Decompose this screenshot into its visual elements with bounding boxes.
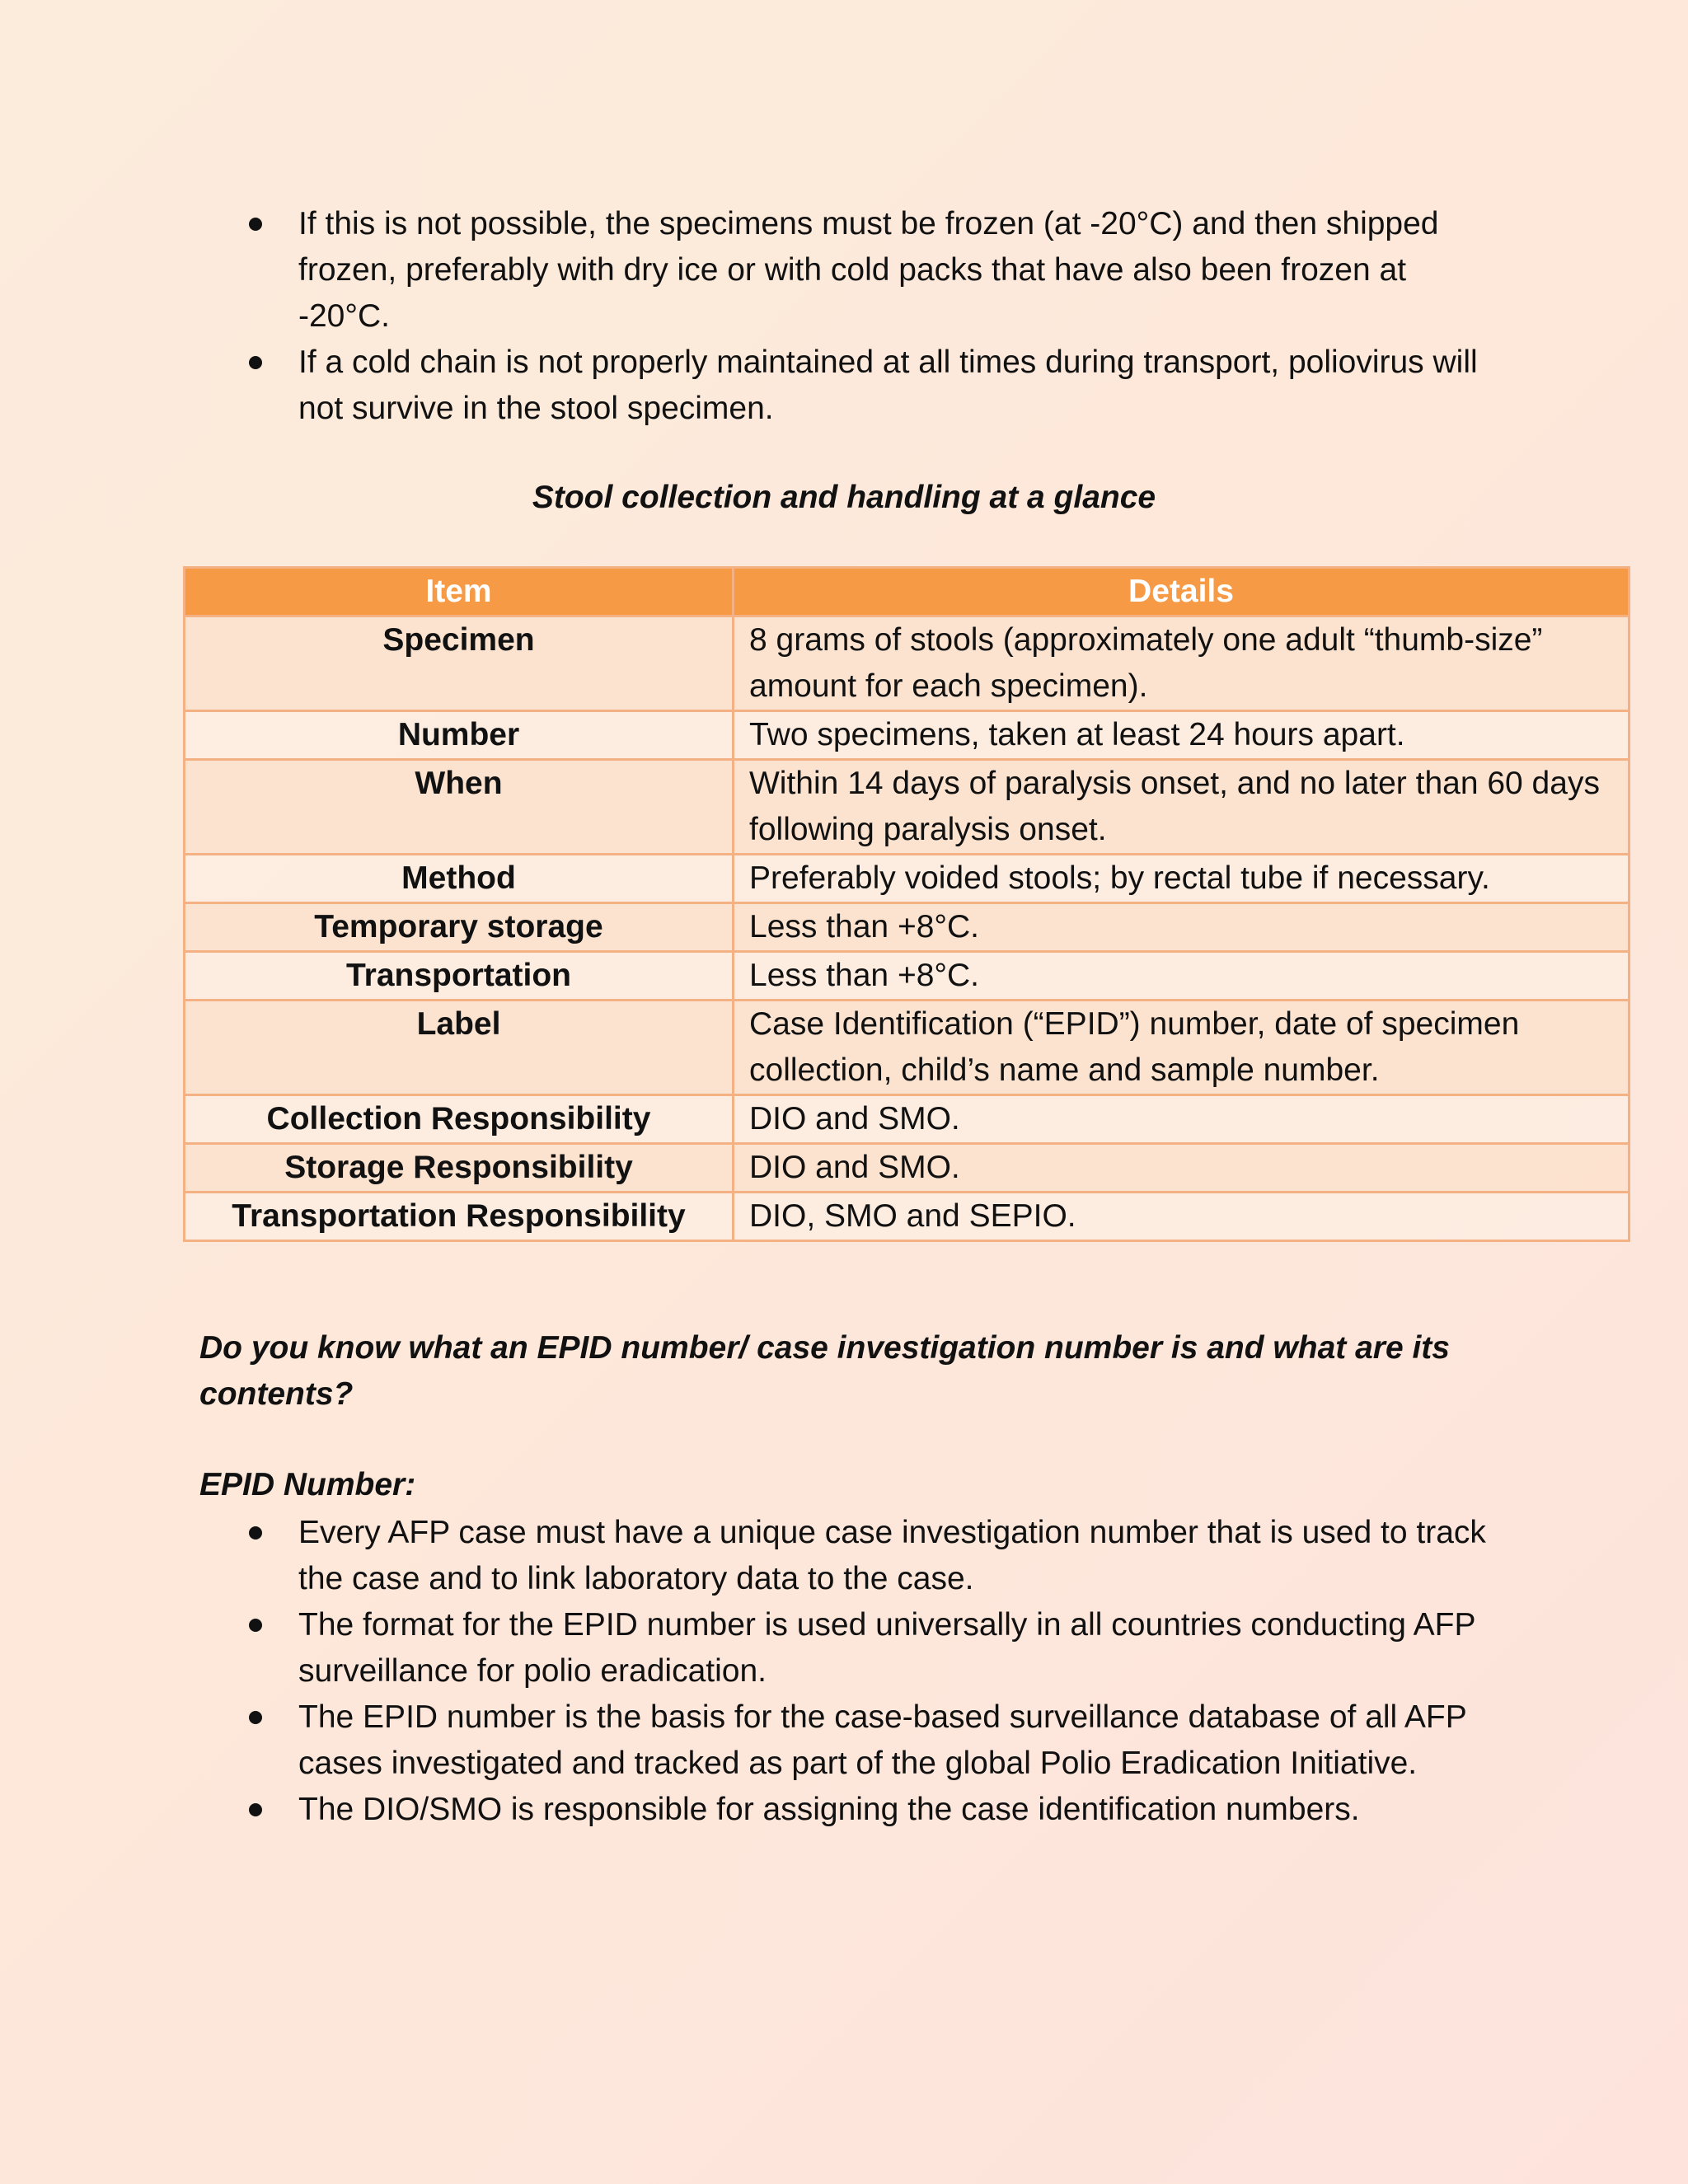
row-item: Label — [185, 1001, 734, 1095]
table-row — [185, 952, 1629, 1001]
list-item — [247, 340, 1502, 432]
row-details: Within 14 days of paralysis onset, and no later than 60 days following paralysis onset. — [734, 760, 1629, 855]
row-details: 8 grams of stools (approximately one adult “thumb-size” amount for each specimen). — [734, 616, 1629, 711]
bullet-icon — [249, 1803, 262, 1816]
bullet-text: The DIO/SMO is responsible for assigning the case identification numbers. — [298, 1792, 1360, 1827]
bullet-icon — [249, 1526, 262, 1540]
row-details: DIO and SMO. — [734, 1095, 1629, 1144]
bullet-icon — [249, 356, 262, 369]
table-row — [185, 760, 1629, 855]
row-details: Preferably voided stools; by rectal tube if necessary. — [734, 855, 1629, 903]
table-row — [185, 711, 1629, 760]
list-item — [247, 1510, 1502, 1602]
row-details: Less than +8°C. — [734, 903, 1629, 952]
table-row — [185, 616, 1629, 711]
table-row — [185, 1095, 1629, 1144]
bullet-icon — [249, 1711, 262, 1724]
column-header-details: Details — [734, 568, 1629, 616]
bullet-text: If this is not possible, the specimens must be frozen (at -20°C) and then shipped frozen, preferably with dry ice or with cold packs that have also been frozen at -20°C. — [298, 206, 1439, 334]
bullet-icon — [249, 1619, 262, 1632]
row-details: Case Identification (“EPID”) number, date of specimen collection, child’s name and sample number. — [734, 1001, 1629, 1095]
bullet-icon — [249, 218, 262, 231]
row-item: Temporary storage — [185, 903, 734, 952]
list-item — [247, 1694, 1502, 1787]
row-details: Two specimens, taken at least 24 hours apart. — [734, 711, 1629, 760]
column-header-item: Item — [185, 568, 734, 616]
bullet-text: The format for the EPID number is used universally in all countries conducting AFP surveillance for polio eradication. — [298, 1607, 1475, 1689]
table-row — [185, 903, 1629, 952]
row-item: Transportation Responsibility — [185, 1193, 734, 1241]
epid-heading: EPID Number: — [199, 1467, 416, 1502]
intro-bullet-list — [247, 201, 1500, 432]
table-row — [185, 1001, 1629, 1095]
table-title: Stool collection and handling at a glance — [532, 480, 1156, 515]
row-item: Collection Responsibility — [185, 1095, 734, 1144]
row-item: Method — [185, 855, 734, 903]
list-item — [247, 1787, 1502, 1833]
table-row — [185, 1144, 1629, 1193]
row-item: Specimen — [185, 616, 734, 711]
row-item: Transportation — [185, 952, 734, 1001]
row-details: DIO and SMO. — [734, 1144, 1629, 1193]
row-details: Less than +8°C. — [734, 952, 1629, 1001]
stool-collection-table — [183, 566, 1630, 1242]
bullet-text: The EPID number is the basis for the case-based surveillance database of all AFP cases investigated and tracked as part of the global Polio Eradication Initiative. — [298, 1699, 1467, 1781]
table-header-row — [185, 568, 1629, 616]
list-item — [247, 201, 1502, 340]
epid-question: Do you know what an EPID number/ case investigation number is and what are its contents? — [199, 1330, 1450, 1412]
table-row — [185, 1193, 1629, 1241]
row-item: Storage Responsibility — [185, 1144, 734, 1193]
bullet-text: Every AFP case must have a unique case investigation number that is used to track the case and to link laboratory data to the case. — [298, 1515, 1486, 1596]
bullet-text: If a cold chain is not properly maintained at all times during transport, poliovirus will not survive in the stool specimen. — [298, 344, 1478, 426]
list-item — [247, 1602, 1502, 1694]
table-row — [185, 855, 1629, 903]
row-item: When — [185, 760, 734, 855]
row-item: Number — [185, 711, 734, 760]
epid-bullet-list — [247, 1510, 1500, 1833]
row-details: DIO, SMO and SEPIO. — [734, 1193, 1629, 1241]
